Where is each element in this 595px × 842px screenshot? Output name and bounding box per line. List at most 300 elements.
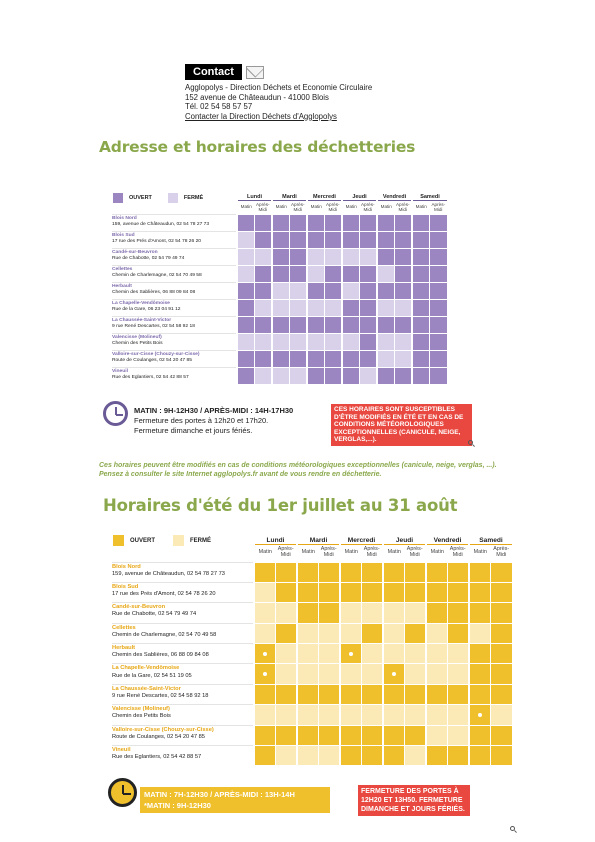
slot-closed	[276, 705, 298, 725]
slot-closed	[395, 333, 413, 350]
slot-open	[340, 582, 362, 602]
table-row	[112, 367, 447, 384]
slot-closed	[377, 299, 395, 316]
slot-open	[412, 316, 430, 333]
table-row	[112, 603, 512, 623]
day-header: Jeudi	[342, 188, 377, 200]
slot-closed	[405, 705, 427, 725]
day-header: Mardi	[272, 188, 307, 200]
sub-header-morning: Matin	[383, 544, 405, 562]
asterisk-dot-icon	[263, 652, 267, 656]
envelope-icon[interactable]	[246, 66, 264, 79]
slot-closed	[377, 350, 395, 367]
slot-open	[426, 746, 448, 766]
slot-open	[448, 582, 470, 602]
slot-open	[430, 265, 448, 282]
slot-closed	[276, 746, 298, 766]
slot-open	[412, 282, 430, 299]
site-address: Rue de Chabotte, 02 54 79 49 74	[112, 255, 185, 261]
sub-header-morning: Matin	[254, 544, 276, 562]
slot-closed	[325, 248, 343, 265]
slot-open	[469, 705, 491, 725]
site-address: Rue des Eglantiers, 02 54 42 88 57	[112, 754, 202, 761]
slot-open	[254, 562, 276, 582]
table-row	[112, 316, 447, 333]
slot-open	[342, 231, 360, 248]
table-row	[112, 333, 447, 350]
slot-open	[342, 299, 360, 316]
slot-closed	[426, 725, 448, 745]
slot-closed	[448, 664, 470, 684]
site-name: Valencisse (Molineuf)	[112, 706, 170, 713]
site-cell	[112, 231, 237, 248]
section2-title: Horaires d'été du 1er juillet au 31 août	[103, 496, 458, 515]
hours-standard	[134, 406, 319, 436]
slot-closed	[383, 603, 405, 623]
day-header: Samedi	[412, 188, 447, 200]
site-cell	[112, 299, 237, 316]
site-cell	[112, 562, 254, 582]
slot-open	[254, 725, 276, 745]
slot-open	[405, 725, 427, 745]
slot-closed	[297, 746, 319, 766]
slot-open	[254, 664, 276, 684]
slot-closed	[362, 664, 384, 684]
day-header: Mardi	[297, 530, 340, 544]
slot-open	[491, 582, 513, 602]
slot-open	[325, 316, 343, 333]
site-name: Cellettes	[112, 266, 133, 272]
slot-closed	[307, 333, 325, 350]
slot-open	[340, 725, 362, 745]
asterisk-dot-icon	[478, 713, 482, 717]
slot-open	[307, 367, 325, 384]
slot-open	[377, 282, 395, 299]
slot-closed	[307, 265, 325, 282]
asterisk-dot-icon	[392, 672, 396, 676]
slot-closed	[405, 603, 427, 623]
slot-open	[491, 725, 513, 745]
table-row	[112, 248, 447, 265]
hours-summer	[140, 787, 330, 813]
hours-summer-title: MATIN : 7H-12H30 / APRÈS-MIDI : 13H-14H	[144, 790, 295, 799]
slot-closed	[290, 333, 308, 350]
slot-open	[325, 214, 343, 231]
slot-open	[290, 248, 308, 265]
slot-open	[412, 333, 430, 350]
table-row	[112, 299, 447, 316]
slot-open	[412, 367, 430, 384]
slot-open	[307, 282, 325, 299]
sub-header-morning: Matin	[297, 544, 319, 562]
slot-open	[412, 248, 430, 265]
slot-open	[430, 299, 448, 316]
slot-closed	[448, 705, 470, 725]
site-cell	[112, 684, 254, 704]
slot-open	[272, 350, 290, 367]
site-address: Rue des Eglantiers, 02 54 42 88 57	[112, 374, 189, 380]
slot-open	[362, 746, 384, 766]
slot-open	[426, 562, 448, 582]
hours-standard-line2: Fermeture des portes à 12h20 et 17h20.	[134, 416, 269, 425]
slot-open	[272, 214, 290, 231]
slot-open	[272, 265, 290, 282]
slot-closed	[325, 299, 343, 316]
slot-closed	[319, 644, 341, 664]
slot-open	[255, 231, 273, 248]
slot-open	[448, 603, 470, 623]
legend-closed-label: FERMÉ	[190, 537, 212, 544]
slot-open	[307, 214, 325, 231]
slot-open	[430, 316, 448, 333]
slot-open	[469, 746, 491, 766]
slot-open	[276, 684, 298, 704]
site-cell	[112, 350, 237, 367]
hours-standard-title: MATIN : 9H-12H30 / APRÈS-MIDI : 14H-17H30	[134, 406, 294, 415]
day-header: Samedi	[469, 530, 512, 544]
clock-icon	[108, 778, 137, 807]
sub-header-afternoon: Après-Midi	[290, 201, 305, 212]
slot-closed	[448, 725, 470, 745]
slot-open	[307, 231, 325, 248]
slot-closed	[307, 248, 325, 265]
slot-open	[412, 214, 430, 231]
slot-open	[360, 214, 378, 231]
site-address: 9 rue René Descartes, 02 54 58 92 18	[112, 323, 195, 329]
slot-open	[362, 684, 384, 704]
sub-header-afternoon: Après-Midi	[277, 546, 294, 558]
slot-open	[362, 725, 384, 745]
slot-closed	[383, 644, 405, 664]
slot-closed	[319, 746, 341, 766]
slot-open	[491, 684, 513, 704]
slot-open	[362, 582, 384, 602]
site-name: Cellettes	[112, 624, 136, 631]
contact-phone: Tél. 02 54 58 57 57	[185, 102, 253, 112]
slot-open	[290, 214, 308, 231]
day-header: Vendredi	[377, 188, 412, 200]
slot-closed	[297, 644, 319, 664]
slot-open	[297, 562, 319, 582]
slot-open	[448, 746, 470, 766]
site-name: Candé-sur-Beuvron	[112, 604, 166, 611]
slot-open	[237, 299, 255, 316]
site-address: Chemin de Charlemagne, 02 54 70 49 58	[112, 631, 217, 638]
slot-open	[469, 562, 491, 582]
slot-open	[430, 333, 448, 350]
slot-closed	[395, 350, 413, 367]
slot-open	[255, 350, 273, 367]
slot-open	[469, 582, 491, 602]
site-name: La Chapelle-Vendômoise	[112, 665, 180, 672]
schedule-table-standard	[112, 188, 448, 385]
slot-open	[319, 684, 341, 704]
sub-header-morning: Matin	[469, 544, 491, 562]
site-address: Route de Coulanges, 02 54 20 47 85	[112, 357, 192, 363]
slot-open	[340, 746, 362, 766]
slot-open	[342, 265, 360, 282]
sub-header-afternoon: Après-Midi	[406, 546, 423, 558]
slot-closed	[255, 299, 273, 316]
slot-open	[325, 282, 343, 299]
slot-open	[342, 316, 360, 333]
day-header: Lundi	[254, 530, 297, 544]
sub-header-morning: Matin	[426, 544, 448, 562]
slot-open	[340, 562, 362, 582]
slot-closed	[254, 623, 276, 643]
slot-closed	[342, 282, 360, 299]
slot-closed	[426, 623, 448, 643]
slot-open	[340, 684, 362, 704]
slot-closed	[395, 299, 413, 316]
table-row	[112, 265, 447, 282]
site-address: Rue de la Gare, 02 54 51 19 05	[112, 672, 192, 679]
site-cell	[112, 705, 254, 725]
slot-open	[426, 684, 448, 704]
slot-open	[430, 214, 448, 231]
slot-open	[254, 644, 276, 664]
slot-open	[340, 644, 362, 664]
slot-open	[276, 725, 298, 745]
slot-closed	[297, 705, 319, 725]
slot-open	[405, 623, 427, 643]
contact-address: 152 avenue de Châteaudun - 41000 Blois	[185, 92, 329, 102]
slot-open	[448, 562, 470, 582]
site-name: La Chapelle-Vendômoise	[112, 300, 170, 306]
slot-closed	[290, 367, 308, 384]
slot-open	[426, 603, 448, 623]
sub-header-afternoon: Après-Midi	[395, 201, 410, 212]
slot-open	[377, 316, 395, 333]
slot-open	[469, 725, 491, 745]
day-header: Vendredi	[426, 530, 469, 544]
sub-header-morning: Matin	[237, 200, 255, 214]
site-cell	[112, 664, 254, 684]
site-address: Chemin des Petits Bois	[112, 340, 163, 346]
sub-header-morning: Matin	[340, 544, 362, 562]
slot-closed	[255, 248, 273, 265]
slot-open	[307, 350, 325, 367]
site-cell	[112, 623, 254, 643]
slot-open	[276, 623, 298, 643]
slot-open	[360, 299, 378, 316]
zoom-icon[interactable]	[468, 440, 473, 445]
slot-open	[448, 684, 470, 704]
slot-closed	[290, 282, 308, 299]
slot-closed	[319, 623, 341, 643]
slot-closed	[254, 705, 276, 725]
contact-block	[185, 64, 425, 121]
site-address: 159, avenue de Châteaudun, 02 54 78 27 73	[112, 221, 210, 227]
slot-closed	[426, 644, 448, 664]
slot-closed	[340, 664, 362, 684]
slot-closed	[237, 265, 255, 282]
hours-summer-line2: *MATIN : 9H-12H30	[144, 801, 211, 810]
sub-header-morning: Matin	[307, 200, 325, 214]
slot-closed	[362, 644, 384, 664]
slot-open	[342, 214, 360, 231]
slot-open	[395, 316, 413, 333]
slot-open	[360, 282, 378, 299]
site-address: Rue de la Gare, 06 23 04 91 12	[112, 306, 181, 312]
contact-header	[185, 64, 425, 80]
slot-open	[325, 367, 343, 384]
legend-open-label: OUVERT	[130, 537, 156, 544]
site-cell	[112, 316, 237, 333]
slot-open	[395, 214, 413, 231]
slot-open	[469, 684, 491, 704]
slot-open	[325, 265, 343, 282]
site-name: Blois Sud	[112, 232, 135, 238]
sub-header-morning: Matin	[412, 200, 430, 214]
slot-open	[469, 664, 491, 684]
table-row	[112, 623, 512, 643]
day-header: Lundi	[237, 188, 272, 200]
slot-open	[377, 248, 395, 265]
slot-open	[383, 746, 405, 766]
site-name: Candé-sur-Beuvron	[112, 249, 158, 255]
legend-closed-label: FERMÉ	[183, 195, 204, 201]
slot-closed	[377, 333, 395, 350]
table-row	[112, 231, 447, 248]
slot-closed	[272, 333, 290, 350]
slot-open	[237, 282, 255, 299]
slot-open	[383, 582, 405, 602]
slot-closed	[276, 644, 298, 664]
day-header: Jeudi	[383, 530, 426, 544]
site-address: Chemin des Sablières, 06 88 09 84 08	[112, 289, 196, 295]
slot-open	[255, 214, 273, 231]
alert-standard: CES HORAIRES SONT SUSCEPTIBLES D'ÊTRE MODIFIÉS EN ÉTÉ ET EN CAS DE CONDITIONS MÉTÉOROLOGIQUES EXCEPTIONNELLES (CANICULE, NEIGE, VERGLAS,...).	[331, 404, 472, 446]
slot-open	[255, 265, 273, 282]
slot-closed	[272, 299, 290, 316]
slot-open	[405, 582, 427, 602]
site-address: 9 rue René Descartes, 02 54 58 92 18	[112, 692, 209, 699]
slot-closed	[325, 333, 343, 350]
slot-open	[319, 603, 341, 623]
slot-open	[377, 214, 395, 231]
slot-open	[272, 248, 290, 265]
slot-closed	[491, 705, 513, 725]
legend-open-label: OUVERT	[129, 195, 152, 201]
slot-closed	[272, 367, 290, 384]
slot-open	[255, 316, 273, 333]
site-name: Blois Nord	[112, 215, 137, 221]
asterisk-dot-icon	[263, 672, 267, 676]
site-name: Valloire-sur-Cisse (Chouzy-sur-Cisse)	[112, 726, 214, 733]
slot-open	[491, 664, 513, 684]
sub-header-afternoon: Après-Midi	[493, 546, 510, 558]
slot-open	[360, 265, 378, 282]
slot-open	[405, 562, 427, 582]
slot-open	[254, 746, 276, 766]
table-row	[112, 746, 512, 766]
slot-closed	[360, 248, 378, 265]
table-row	[112, 684, 512, 704]
slot-open	[395, 265, 413, 282]
slot-open	[430, 350, 448, 367]
slot-open	[491, 603, 513, 623]
slot-closed	[448, 644, 470, 664]
slot-closed	[319, 664, 341, 684]
slot-closed	[377, 265, 395, 282]
site-cell	[112, 603, 254, 623]
site-cell	[112, 746, 254, 766]
slot-open	[297, 582, 319, 602]
slot-open	[383, 684, 405, 704]
slot-closed	[272, 282, 290, 299]
table-row	[112, 644, 512, 664]
contact-link[interactable]: Contacter la Direction Déchets d'Agglopolys	[185, 111, 337, 121]
zoom-icon[interactable]	[510, 826, 515, 831]
slot-closed	[237, 231, 255, 248]
slot-closed	[383, 705, 405, 725]
slot-open	[383, 664, 405, 684]
sub-header-afternoon: Après-Midi	[320, 546, 337, 558]
slot-open	[297, 684, 319, 704]
site-name: Blois Sud	[112, 583, 139, 590]
table-row	[112, 562, 512, 582]
table-row	[112, 664, 512, 684]
slot-open	[395, 282, 413, 299]
site-cell	[112, 644, 254, 664]
site-cell	[112, 265, 237, 282]
site-name: Herbault	[112, 283, 132, 289]
day-header: Mercredi	[307, 188, 342, 200]
slot-open	[430, 367, 448, 384]
slot-open	[448, 623, 470, 643]
site-address: Rue de Chabotte, 02 54 79 49 74	[112, 611, 197, 618]
slot-open	[426, 582, 448, 602]
slot-closed	[362, 705, 384, 725]
slot-open	[237, 367, 255, 384]
slot-open	[362, 562, 384, 582]
site-cell	[112, 725, 254, 745]
slot-closed	[307, 299, 325, 316]
slot-open	[237, 214, 255, 231]
site-address: Chemin de Charlemagne, 02 54 70 49 58	[112, 272, 202, 278]
slot-open	[469, 603, 491, 623]
slot-open	[325, 350, 343, 367]
slot-closed	[405, 746, 427, 766]
slot-closed	[237, 248, 255, 265]
slot-open	[325, 231, 343, 248]
contact-details	[185, 83, 425, 121]
note-paragraph: Ces horaires peuvent être modifiés en cas de conditions météorologiques exceptionnelles (canicule, neige, verglas, ...). Pensez à consulter le site Internet agglopolys.fr avant de vous rendre en déchetterie.	[99, 462, 497, 478]
slot-open	[491, 623, 513, 643]
slot-closed	[342, 333, 360, 350]
site-address: Chemin des Petits Bois	[112, 713, 171, 720]
site-address: 17 rue des Prés d'Amont, 02 54 78 26 20	[112, 591, 216, 598]
slot-closed	[362, 603, 384, 623]
slot-open	[276, 582, 298, 602]
slot-open	[360, 333, 378, 350]
slot-closed	[297, 664, 319, 684]
slot-open	[469, 644, 491, 664]
slot-open	[383, 725, 405, 745]
slot-closed	[342, 248, 360, 265]
slot-open	[412, 231, 430, 248]
schedule-table-summer	[112, 530, 513, 766]
slot-open	[377, 367, 395, 384]
site-name: Vineuil	[112, 747, 131, 754]
table-row	[112, 725, 512, 745]
slot-open	[405, 684, 427, 704]
site-cell	[112, 214, 237, 231]
slot-closed	[319, 705, 341, 725]
slot-closed	[276, 664, 298, 684]
slot-closed	[383, 623, 405, 643]
